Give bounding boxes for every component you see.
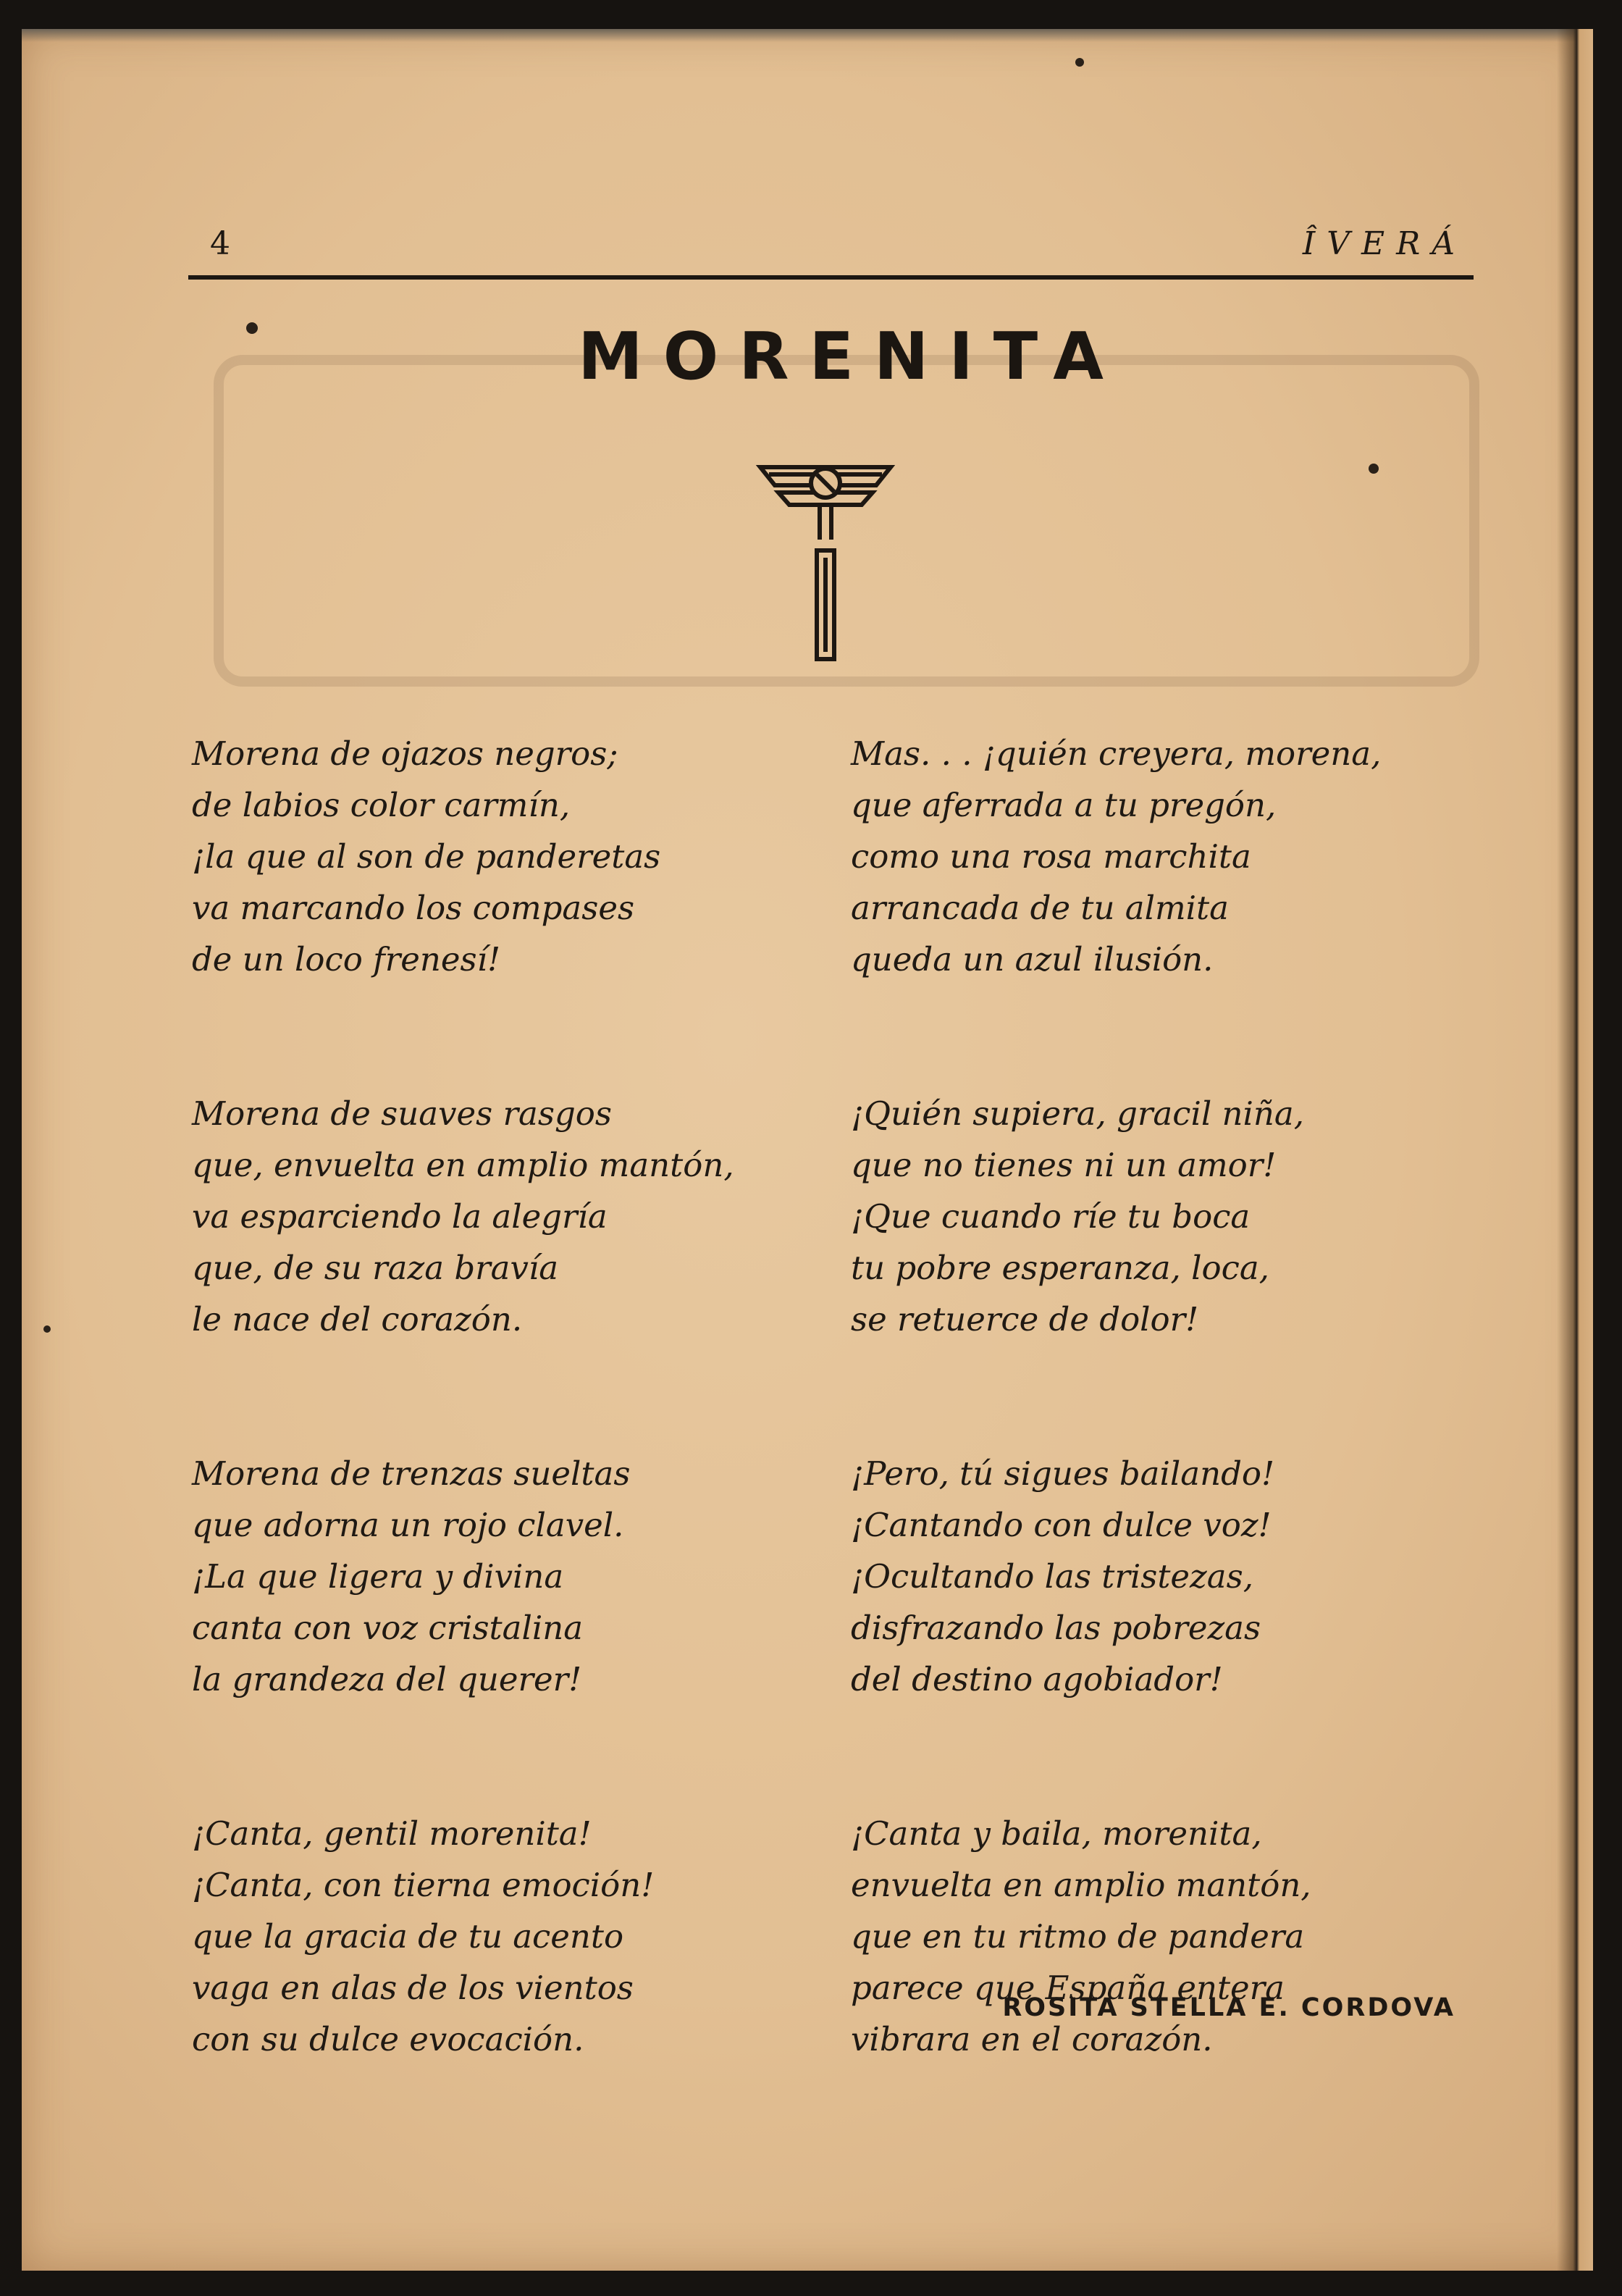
verse-line: disfrazando las pobrezas <box>851 1609 1261 1647</box>
paper-speck <box>43 1325 51 1333</box>
page-number: 4 <box>210 225 230 262</box>
verse-line: del destino agobiador! <box>851 1660 1223 1698</box>
verse-line: que, de su raza bravía <box>192 1249 559 1287</box>
verse-line: envuelta en amplio mantón, <box>851 1866 1311 1904</box>
stanza <box>192 1088 902 1345</box>
verse-line: ¡Que cuando ríe tu boca <box>851 1197 1251 1236</box>
stanza <box>192 1808 902 2065</box>
verse-line: de un loco frenesí! <box>192 940 501 979</box>
magazine-page <box>22 29 1593 2271</box>
verse-line: de labios color carmín, <box>192 786 571 824</box>
verse-line: vibrara en el corazón. <box>851 2020 1213 2058</box>
stanza <box>851 1808 1568 2065</box>
art-deco-t-ornament-icon <box>753 453 898 670</box>
verse-line: Mas. . . ¡quién creyera, morena, <box>851 734 1382 773</box>
verse-line: Morena de trenzas sueltas <box>192 1454 631 1493</box>
verse-line: Morena de ojazos negros; <box>192 734 618 773</box>
paper-speck <box>1369 464 1379 474</box>
verse-line: como una rosa marchita <box>851 837 1251 876</box>
verse-line: que no tienes ni un amor! <box>851 1146 1277 1184</box>
stanza <box>851 1448 1568 1705</box>
verse-line: ¡Pero, tú sigues bailando! <box>851 1454 1275 1493</box>
poem-column-left <box>192 728 902 2168</box>
verse-line: ¡Quién supiera, gracil niña, <box>851 1094 1305 1133</box>
verse-line: que aferrada a tu pregón, <box>851 786 1277 824</box>
running-title: ÎVERÁ <box>1302 225 1466 262</box>
stanza <box>851 728 1568 985</box>
verse-line: tu pobre esperanza, loca, <box>851 1249 1269 1287</box>
verse-line: canta con voz cristalina <box>192 1609 584 1647</box>
stanza <box>192 1448 902 1705</box>
verse-line: que adorna un rojo clavel. <box>192 1506 624 1544</box>
verse-line: con su dulce evocación. <box>192 2020 584 2058</box>
verse-line: que la gracia de tu acento <box>192 1917 624 1956</box>
verse-line: ¡la que al son de panderetas <box>192 837 661 876</box>
verse-line: ¡Ocultando las tristezas, <box>851 1557 1253 1596</box>
paper-speck <box>246 322 258 334</box>
verse-line: va esparciendo la alegría <box>192 1197 608 1236</box>
verse-line: la grandeza del querer! <box>192 1660 582 1698</box>
paper-speck <box>1075 58 1084 67</box>
verse-line: ¡Canta, gentil morenita! <box>192 1814 592 1853</box>
verse-line: vaga en alas de los vientos <box>192 1969 634 2007</box>
poem-author: ROSITA STELLA E. CORDOVA <box>1002 1993 1455 2022</box>
verse-line: ¡La que ligera y divina <box>192 1557 564 1596</box>
poem-title: MORENITA <box>578 319 1124 395</box>
verse-line: ¡Canta, con tierna emoción! <box>192 1866 655 1904</box>
verse-line: queda un azul ilusión. <box>851 940 1214 979</box>
verse-line: que, envuelta en amplio mantón, <box>192 1146 734 1184</box>
verse-line: que en tu ritmo de pandera <box>851 1917 1305 1956</box>
poem-column-right <box>851 728 1568 2168</box>
page-header <box>188 210 1474 280</box>
verse-line: Morena de suaves rasgos <box>192 1094 612 1133</box>
stanza <box>851 1088 1568 1345</box>
verse-line: le nace del corazón. <box>192 1300 523 1338</box>
verse-line: ¡Cantando con dulce voz! <box>851 1506 1272 1544</box>
verse-line: va marcando los compases <box>192 889 635 927</box>
verse-line: se retuerce de dolor! <box>851 1300 1199 1338</box>
verse-line: parece que España entera <box>851 1969 1285 2007</box>
verse-line: ¡Canta y baila, morenita, <box>851 1814 1262 1853</box>
stanza <box>192 728 902 985</box>
verse-line: arrancada de tu almita <box>851 889 1229 927</box>
